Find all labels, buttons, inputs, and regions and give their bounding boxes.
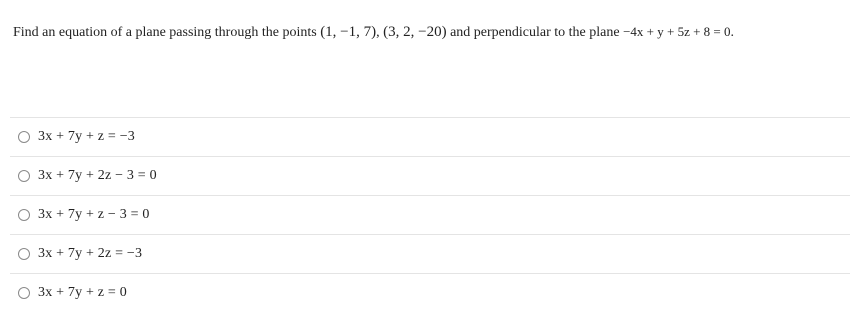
plane-equation: −4x + y + 5z + 8 = 0 xyxy=(623,24,731,39)
points-separator: , xyxy=(376,25,384,40)
answer-label-2: 3x + 7y + 2z − 3 = 0 xyxy=(38,168,157,183)
radio-button-2[interactable] xyxy=(18,170,30,182)
answer-label-1: 3x + 7y + z = −3 xyxy=(38,129,135,144)
question-prefix: Find an equation of a plane passing through the points xyxy=(13,25,321,40)
answer-option-5[interactable] xyxy=(10,273,850,312)
radio-button-4[interactable] xyxy=(18,248,30,260)
answer-label-4: 3x + 7y + 2z = −3 xyxy=(38,246,143,261)
answer-label-5: 3x + 7y + z = 0 xyxy=(38,285,127,300)
answer-option-3[interactable] xyxy=(10,195,850,234)
answer-options xyxy=(10,117,850,312)
point-2: (3, 2, −20) xyxy=(383,24,447,40)
answer-option-2[interactable] xyxy=(10,156,850,195)
answer-option-4[interactable] xyxy=(10,234,850,273)
radio-button-1[interactable] xyxy=(18,131,30,143)
question-end: . xyxy=(730,25,735,40)
question-middle: and perpendicular to the plane xyxy=(446,25,624,40)
answer-option-1[interactable] xyxy=(10,117,850,156)
radio-button-5[interactable] xyxy=(18,287,30,299)
question-text xyxy=(13,24,734,41)
answer-label-3: 3x + 7y + z − 3 = 0 xyxy=(38,207,150,222)
radio-button-3[interactable] xyxy=(18,209,30,221)
point-1: (1, −1, 7) xyxy=(320,24,377,40)
